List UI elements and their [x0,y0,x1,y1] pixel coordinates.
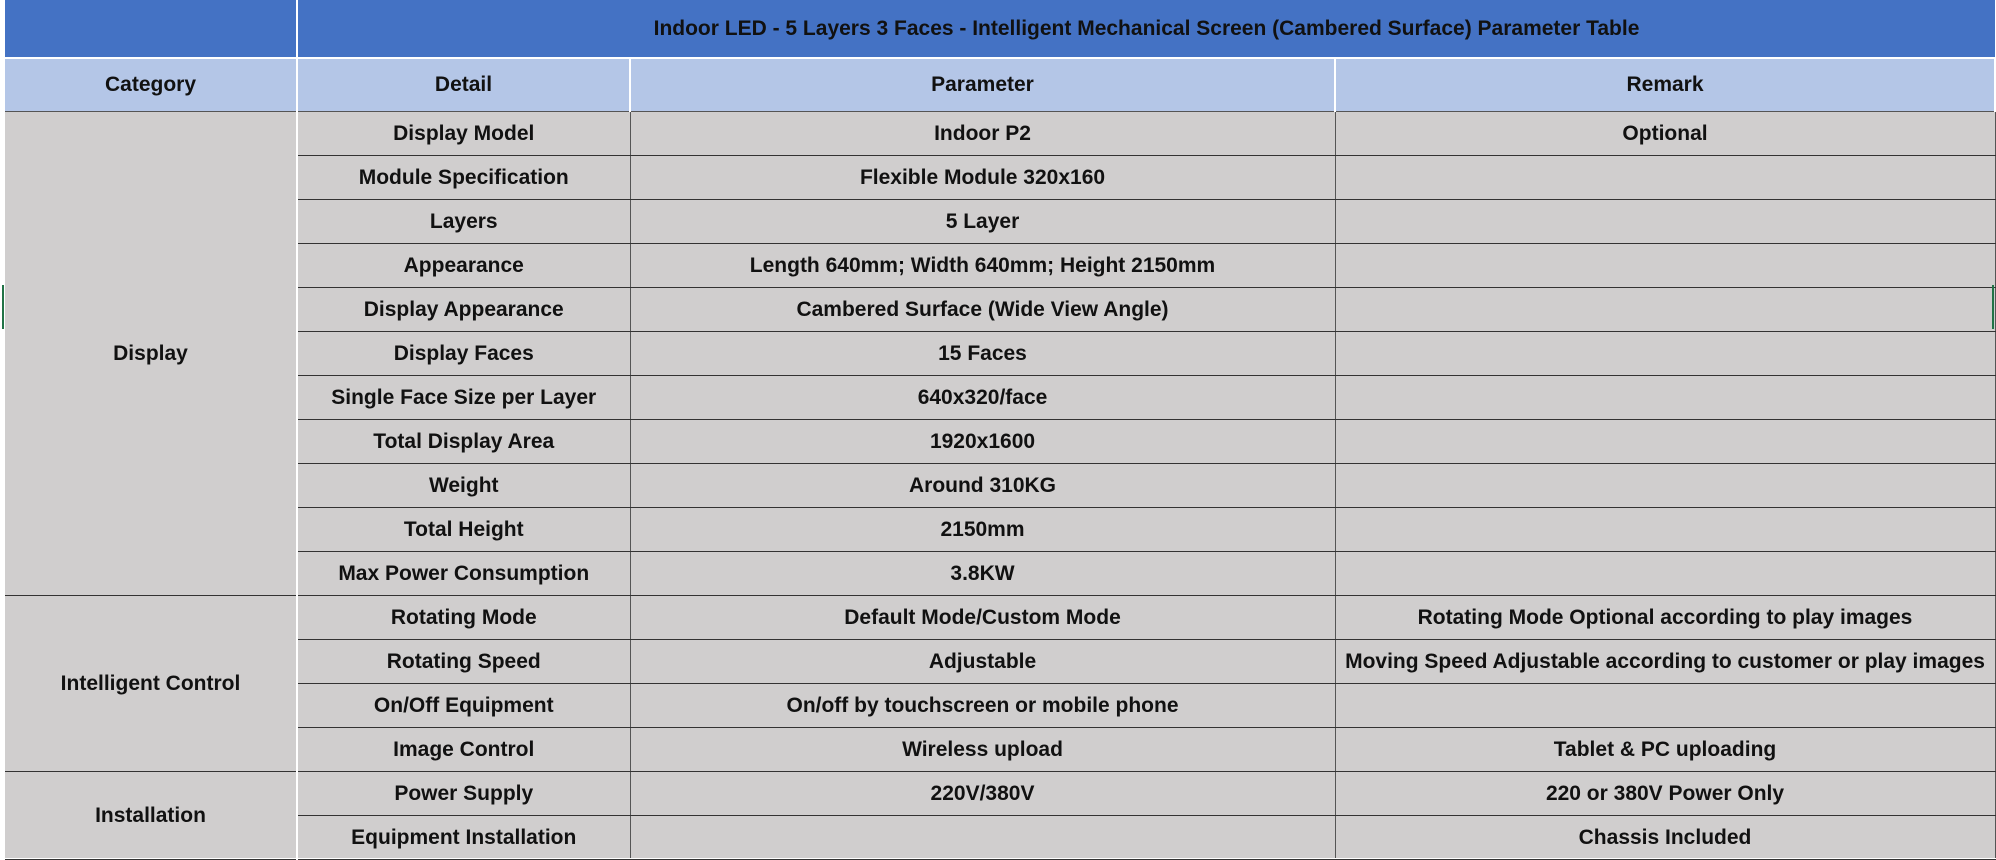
table-row [5,684,1995,728]
detail-cell[interactable]: On/Off Equipment [297,684,630,728]
remark-cell[interactable]: Chassis Included [1335,816,1995,860]
parameter-cell[interactable]: 15 Faces [630,332,1335,376]
detail-cell[interactable]: Display Appearance [297,288,630,332]
remark-cell[interactable] [1335,552,1995,596]
active-cell-marker-right [1992,285,1994,329]
table-row [5,552,1995,596]
remark-cell[interactable]: Tablet & PC uploading [1335,728,1995,772]
title-spacer-cell[interactable] [5,0,297,58]
table-row [5,420,1995,464]
detail-cell[interactable]: Power Supply [297,772,630,816]
table-title[interactable]: Indoor LED - 5 Layers 3 Faces - Intelligent Mechanical Screen (Cambered Surface) Parameter Table [297,0,1995,58]
table-row [5,112,1995,156]
table-row [5,156,1995,200]
table-row [5,772,1995,816]
detail-cell[interactable]: Single Face Size per Layer [297,376,630,420]
remark-cell[interactable] [1335,464,1995,508]
header-remark[interactable]: Remark [1335,58,1995,112]
parameter-cell[interactable]: Default Mode/Custom Mode [630,596,1335,640]
table-row [5,244,1995,288]
detail-cell[interactable]: Layers [297,200,630,244]
table-row [5,376,1995,420]
remark-cell[interactable] [1335,420,1995,464]
remark-cell[interactable] [1335,376,1995,420]
detail-cell[interactable]: Rotating Mode [297,596,630,640]
remark-cell[interactable]: Moving Speed Adjustable according to customer or play images [1335,640,1995,684]
detail-cell[interactable]: Display Model [297,112,630,156]
detail-cell[interactable]: Total Display Area [297,420,630,464]
detail-cell[interactable]: Equipment Installation [297,816,630,860]
parameter-cell[interactable]: On/off by touchscreen or mobile phone [630,684,1335,728]
title-row [5,0,1995,58]
parameter-cell[interactable]: 2150mm [630,508,1335,552]
remark-cell[interactable] [1335,288,1995,332]
remark-cell[interactable] [1335,200,1995,244]
active-cell-marker-left [2,285,4,329]
parameter-cell[interactable]: Adjustable [630,640,1335,684]
header-category[interactable]: Category [5,58,297,112]
table-row [5,596,1995,640]
parameter-cell[interactable]: 640x320/face [630,376,1335,420]
remark-cell[interactable]: Optional [1335,112,1995,156]
parameter-cell[interactable]: Wireless upload [630,728,1335,772]
remark-cell[interactable] [1335,156,1995,200]
remark-cell[interactable]: 220 or 380V Power Only [1335,772,1995,816]
header-parameter[interactable]: Parameter [630,58,1335,112]
category-installation[interactable]: Installation [5,772,297,860]
parameter-cell[interactable]: Around 310KG [630,464,1335,508]
remark-cell[interactable] [1335,244,1995,288]
detail-cell[interactable]: Weight [297,464,630,508]
remark-cell[interactable] [1335,508,1995,552]
parameter-cell[interactable]: Indoor P2 [630,112,1335,156]
category-display[interactable]: Display [5,112,297,596]
detail-cell[interactable]: Module Specification [297,156,630,200]
parameter-cell[interactable]: 3.8KW [630,552,1335,596]
parameter-cell[interactable]: 220V/380V [630,772,1335,816]
parameter-cell[interactable]: Flexible Module 320x160 [630,156,1335,200]
detail-cell[interactable]: Appearance [297,244,630,288]
remark-cell[interactable] [1335,684,1995,728]
parameter-table [5,0,1996,860]
detail-cell[interactable]: Image Control [297,728,630,772]
table-row [5,288,1995,332]
table-row [5,464,1995,508]
parameter-cell[interactable]: Length 640mm; Width 640mm; Height 2150mm [630,244,1335,288]
parameter-cell[interactable]: 1920x1600 [630,420,1335,464]
detail-cell[interactable]: Total Height [297,508,630,552]
table-row [5,728,1995,772]
detail-cell[interactable]: Rotating Speed [297,640,630,684]
detail-cell[interactable]: Display Faces [297,332,630,376]
table-row [5,640,1995,684]
table-row [5,200,1995,244]
table-row [5,508,1995,552]
category-intelligent-control[interactable]: Intelligent Control [5,596,297,772]
header-detail[interactable]: Detail [297,58,630,112]
remark-cell[interactable]: Rotating Mode Optional according to play images [1335,596,1995,640]
remark-cell[interactable] [1335,332,1995,376]
parameter-cell[interactable]: 5 Layer [630,200,1335,244]
table-row [5,332,1995,376]
header-row [5,58,1995,112]
table-row [5,816,1995,860]
parameter-cell[interactable]: Cambered Surface (Wide View Angle) [630,288,1335,332]
detail-cell[interactable]: Max Power Consumption [297,552,630,596]
parameter-cell[interactable] [630,816,1335,860]
